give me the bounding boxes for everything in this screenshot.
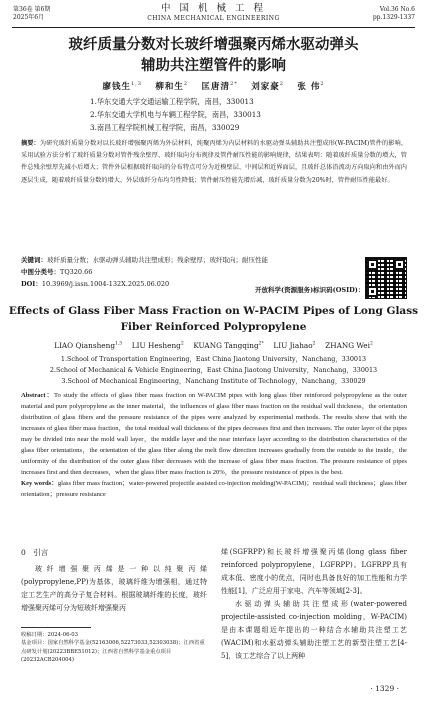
article-title-en xyxy=(0,303,427,335)
affiliations-en xyxy=(0,354,427,387)
affiliations-cn xyxy=(90,95,261,134)
journal-name-cn: 中 国 机 械 工 程 xyxy=(160,3,267,14)
affiliation-en: 2.School of Mechanical & Vehicle Engineering，East China Jiaotong University，Nanchang，330013 xyxy=(49,366,378,374)
affiliation-cn: 1.华东交通大学交通运输工程学院，南昌，330013 xyxy=(90,97,254,106)
issue-date: 2025年6月 xyxy=(13,14,45,21)
author-en: LIAO Qiansheng$^{1,3}$ xyxy=(54,341,123,350)
clc-number: 中图分类号：TQ320.66 xyxy=(21,268,93,276)
author-en: LIU Hesheng$^2$ xyxy=(131,341,184,350)
author-en: ZHANG Wei$^2$ xyxy=(325,341,373,350)
abstract-cn-label: 摘要： xyxy=(21,140,40,147)
funding-note: 基金项目：国家自然科学基金(52163006,52273033,52303038)；江西省重点研发计划(20223BBE51012)；江西省自然科学基金重点项目(20232ACB204004) xyxy=(21,640,205,664)
journal-name xyxy=(0,3,427,23)
footnote-rule xyxy=(21,627,91,628)
footnotes xyxy=(21,631,207,665)
author-list-cn xyxy=(0,80,427,92)
body-right-column xyxy=(221,546,407,663)
abstract-cn-text: 为研究玻纤质量分数对以长玻纤增强聚丙烯为外层材料，纯聚丙烯为内层材料的水驱动弹头辅助共注塑成形(W-PACIM)管件的影响，采用试验方法分析了玻纤质量分数对管件残余壁厚、玻纤取向分布规律及管件耐压性能的影响规律，结果表明：随着玻纤质量分数的增大，管件总残余壁厚先减小后增大；管件外层根据玻纤取向的分布特点可分为近模壁层、中间层和近界面层，且玻纤总体沿流动方向取向和由外而内逐层生成，随着玻纤质量分数的增大，外层玻纤分布均匀性降低；管件耐压性能先增后减，玻纤质量分数为20%时，管件耐压性能最好。 xyxy=(21,140,408,184)
body-left-column xyxy=(21,546,207,615)
author-en: LIU Jiahao$^2$ xyxy=(273,341,316,350)
affiliation-cn: 2.华东交通大学机电与车辆工程学院，南昌，330013 xyxy=(90,110,261,119)
volume-issue: 第36卷 第6期 xyxy=(13,6,51,13)
qr-code-icon[interactable] xyxy=(365,257,407,299)
received-date: 收稿日期：2024-06-03 xyxy=(21,632,79,638)
osid-label: 开放科学(资源服务)标识码(OSID)： xyxy=(255,286,365,294)
article-title-cn xyxy=(0,34,427,76)
page-number: · 1329 · xyxy=(370,684,399,693)
author-cn: 柳和生$^2$ xyxy=(155,81,189,92)
affiliation-en: 1.School of Transportation Engineering，East China Jiaotong University，Nanchang，330013 xyxy=(60,355,367,363)
intro-paragraph-1: 玻纤增强聚丙烯是一种以纯聚丙烯(polypropylene,PP)为基体，玻璃纤维为增强相，通过特定工艺生产的高分子复合材料。根据玻璃纤维的长度，玻纤增强聚丙烯可分为短玻纤增强聚丙 xyxy=(21,565,207,612)
journal-header xyxy=(0,0,427,30)
volume-number: Vol.36 No.6 xyxy=(379,6,415,13)
title-cn-line-2: 辅助共注塑管件的影响 xyxy=(141,57,286,74)
journal-name-en: CHINA MECHANICAL ENGINEERING xyxy=(147,15,280,22)
intro-paragraph-1-cont: 烯(SGFRPP)和长玻纤增强聚丙烯(long glass fiber reinforced polypropylene，LGFRPP)。LGFRPP具有成本低、密度小的优点，同时也具备良好的加工性能和力学性能[1]，广泛应用于家电、汽车等领域[2-3]。 xyxy=(221,548,407,595)
section-heading-intro: 0 引言 xyxy=(21,548,49,557)
author-list-en xyxy=(0,341,427,351)
keywords-en: Key words：glass fiber mass fraction；water-powered projectile assisted co-injection molding(W-PACIM)；residual wall thickness；glass fiber orientation；pressure resistance xyxy=(21,480,407,498)
affiliation-en: 3.School of Mechanical Engineering，Nanchang Institute of Technology，Nanchang，330029 xyxy=(61,377,366,385)
author-en: KUANG Tangqing$^{2*}$ xyxy=(193,341,264,350)
abstract-en-body: Abstract：To study the effects of glass fiber mass fraction on W-PACIM pipes with long glass fiber reinforced polypropylene as the outer material and pure polypropylene as the inner material，the influences of glass fiber mass fraction on the residual wall thickness，the orientation distribution of glass fibers and the pressure resistance of the pipes were analyzed by experimental methods. The results show that with the increases of glass fiber mass fraction，the total residual wall thickness of the pipes decreases first and then increases. The outer layer of the pipes may be divided into near the mold wall layer，the middle layer and the near interface layer according to the distribution characteristics of the glass fiber orientations，the orientation of the glass fiber along the melt flow direction increases gradually from the outside to the inside，the uniformity of the distribution of the outer glass fiber decreases with the increase of glass fiber mass fraction. The pressure resistance of pipes increases first and then decreases，when the glass fiber mass fraction is 20%，the pressure resistance of pipes is the best. xyxy=(21,392,407,476)
author-cn: 匡唐清$^{2*}$ xyxy=(201,81,238,92)
title-en-line-2: Fiber Reinforced Polypropylene xyxy=(120,321,307,333)
affiliation-cn: 3.南昌工程学院机械工程学院，南昌，330029 xyxy=(90,123,240,132)
header-rule xyxy=(12,27,415,28)
title-en-line-1: Effects of Glass Fiber Mass Fraction on W-PACIM Pipes of Long Glass xyxy=(8,305,419,317)
intro-paragraph-2: 水驱动弹头辅助共注塑成形(water-powered projectile-assisted co-injection molding，W-PACIM)是由本课题组近年提出的一种结合水辅助共注塑工艺(WACIM)和水驱动弹头辅助注塑工艺的新型注塑工艺[4-5]，该工艺综合了以上两种 xyxy=(221,600,407,660)
keywords-cn: 关键词：玻纤质量分数；水驱动弹头辅助共注塑成形；残余壁厚；玻纤取向；耐压性能 xyxy=(21,256,268,264)
page-range: pp.1329-1337 xyxy=(372,14,415,21)
author-cn: 刘家豪$^2$ xyxy=(251,81,284,92)
volume-pages-right xyxy=(373,6,415,22)
abstract-cn xyxy=(21,138,407,187)
abstract-en xyxy=(21,390,407,500)
author-cn: 廖钱生$^{1,3}$ xyxy=(102,81,142,92)
author-cn: 张 伟$^2$ xyxy=(297,81,325,92)
title-cn-line-1: 玻纤质量分数对长玻纤增强聚丙烯水驱动弹头 xyxy=(68,36,359,53)
doi[interactable]: DOI：10.3969/j.issn.1004-132X.2025.06.020 xyxy=(21,280,170,288)
